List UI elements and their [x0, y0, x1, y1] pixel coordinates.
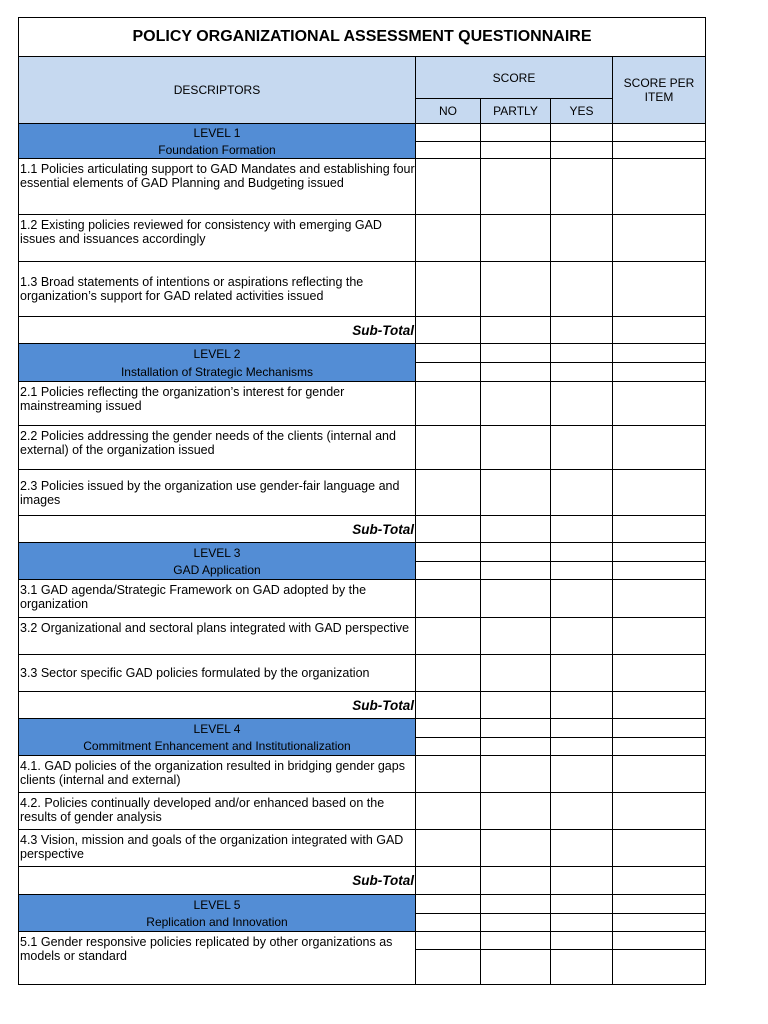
- item-2-2-partly-cell[interactable]: [480, 425, 551, 470]
- item-2-1-yes-cell[interactable]: [550, 381, 613, 426]
- descriptors-header: DESCRIPTORS: [18, 56, 416, 124]
- item-1-2-score-per-item-cell[interactable]: [612, 214, 706, 262]
- descriptor-item-1-2: 1.2 Existing policies reviewed for consistency with emerging GAD issues and issuances accordingly: [18, 214, 416, 262]
- level-1-subtotal-yes-cell[interactable]: [550, 316, 613, 344]
- level-2-subtotal-yes-cell[interactable]: [550, 515, 613, 543]
- partly-header: PARTLY: [480, 98, 551, 124]
- item-1-1-no-cell[interactable]: [415, 158, 481, 215]
- level-3-subtotal-label: Sub-Total: [18, 691, 416, 719]
- descriptor-item-2-2: 2.2 Policies addressing the gender needs of the clients (internal and external) of the organization issued: [18, 425, 416, 470]
- score-per-item-header: SCORE PER ITEM: [612, 56, 706, 124]
- item-5-1-row-a-yes-cell[interactable]: [550, 931, 613, 950]
- level-3-row-a-no-cell[interactable]: [415, 542, 481, 562]
- item-3-1-yes-cell[interactable]: [550, 579, 613, 618]
- item-2-3-no-cell[interactable]: [415, 469, 481, 516]
- descriptor-item-1-3: 1.3 Broad statements of intentions or aspirations reflecting the organization’s support for GAD related activities issued: [18, 261, 416, 317]
- item-2-2-score-per-item-cell[interactable]: [612, 425, 706, 470]
- item-4-1-yes-cell[interactable]: [550, 755, 613, 793]
- item-3-2-yes-cell[interactable]: [550, 617, 613, 655]
- level-3-row-b-partly-cell[interactable]: [480, 561, 551, 580]
- level-5-row-b-partly-cell[interactable]: [480, 913, 551, 932]
- item-1-3-score-per-item-cell[interactable]: [612, 261, 706, 317]
- level-4-subtotal-partly-cell[interactable]: [480, 866, 551, 895]
- item-2-2-yes-cell[interactable]: [550, 425, 613, 470]
- level-5-number: LEVEL 5: [193, 897, 241, 912]
- level-5-header: [18, 894, 416, 932]
- item-4-2-no-cell[interactable]: [415, 792, 481, 830]
- level-5-row-b-yes-cell[interactable]: [550, 913, 613, 932]
- level-4-subtotal-no-cell[interactable]: [415, 866, 481, 895]
- descriptor-item-3-1: 3.1 GAD agenda/Strategic Framework on GAD adopted by the organization: [18, 579, 416, 618]
- level-5-name: Replication and Innovation: [146, 915, 288, 929]
- level-3-name: GAD Application: [173, 563, 261, 577]
- descriptor-item-4-3: 4.3 Vision, mission and goals of the organization integrated with GAD perspective: [18, 829, 416, 867]
- level-5-row-a-no-cell[interactable]: [415, 894, 481, 914]
- score-header: SCORE: [415, 56, 613, 99]
- item-2-3-partly-cell[interactable]: [480, 469, 551, 516]
- level-2-number: LEVEL 2: [193, 346, 241, 361]
- item-4-3-no-cell[interactable]: [415, 829, 481, 867]
- descriptor-item-3-2: 3.2 Organizational and sectoral plans integrated with GAD perspective: [18, 617, 416, 655]
- item-1-3-yes-cell[interactable]: [550, 261, 613, 317]
- level-1-row-a-no-cell[interactable]: [415, 123, 481, 142]
- descriptor-item-1-1: 1.1 Policies articulating support to GAD Mandates and establishing four essential elements of GAD Planning and Budgeting issued: [18, 158, 416, 215]
- level-3-row-b-yes-cell[interactable]: [550, 561, 613, 580]
- level-2-row-a-no-cell[interactable]: [415, 343, 481, 363]
- item-4-1-partly-cell[interactable]: [480, 755, 551, 793]
- level-5-row-a-score-per-item-cell[interactable]: [612, 894, 706, 914]
- item-1-2-yes-cell[interactable]: [550, 214, 613, 262]
- item-2-1-partly-cell[interactable]: [480, 381, 551, 426]
- level-2-row-a-score-per-item-cell[interactable]: [612, 343, 706, 363]
- item-1-1-partly-cell[interactable]: [480, 158, 551, 215]
- item-2-3-yes-cell[interactable]: [550, 469, 613, 516]
- level-4-name: Commitment Enhancement and Institutionalization: [83, 739, 351, 753]
- item-5-1-row-a-no-cell[interactable]: [415, 931, 481, 950]
- level-3-row-a-score-per-item-cell[interactable]: [612, 542, 706, 562]
- level-4-row-b-score-per-item-cell[interactable]: [612, 737, 706, 756]
- level-1-subtotal-partly-cell[interactable]: [480, 316, 551, 344]
- level-1-subtotal-no-cell[interactable]: [415, 316, 481, 344]
- level-5-row-b-score-per-item-cell[interactable]: [612, 913, 706, 932]
- item-3-3-no-cell[interactable]: [415, 654, 481, 692]
- descriptor-item-3-3: 3.3 Sector specific GAD policies formulated by the organization: [18, 654, 416, 692]
- item-3-2-no-cell[interactable]: [415, 617, 481, 655]
- level-4-header: [18, 718, 416, 756]
- level-4-subtotal-yes-cell[interactable]: [550, 866, 613, 895]
- item-5-1-row-a-partly-cell[interactable]: [480, 931, 551, 950]
- level-1-row-a-partly-cell[interactable]: [480, 123, 551, 142]
- level-4-row-a-yes-cell[interactable]: [550, 718, 613, 738]
- descriptor-item-4-2: 4.2. Policies continually developed and/or enhanced based on the results of gender analysis: [18, 792, 416, 830]
- item-1-3-partly-cell[interactable]: [480, 261, 551, 317]
- item-2-2-no-cell[interactable]: [415, 425, 481, 470]
- item-3-2-score-per-item-cell[interactable]: [612, 617, 706, 655]
- item-4-2-yes-cell[interactable]: [550, 792, 613, 830]
- item-2-3-score-per-item-cell[interactable]: [612, 469, 706, 516]
- yes-header: YES: [550, 98, 613, 124]
- item-1-1-score-per-item-cell[interactable]: [612, 158, 706, 215]
- level-4-row-a-partly-cell[interactable]: [480, 718, 551, 738]
- item-4-1-no-cell[interactable]: [415, 755, 481, 793]
- level-3-row-a-yes-cell[interactable]: [550, 542, 613, 562]
- item-3-3-score-per-item-cell[interactable]: [612, 654, 706, 692]
- level-2-subtotal-label: Sub-Total: [18, 515, 416, 543]
- level-2-row-a-partly-cell[interactable]: [480, 343, 551, 363]
- level-2-row-b-partly-cell[interactable]: [480, 362, 551, 382]
- item-3-3-yes-cell[interactable]: [550, 654, 613, 692]
- level-3-subtotal-no-cell[interactable]: [415, 691, 481, 719]
- level-5-row-a-yes-cell[interactable]: [550, 894, 613, 914]
- item-3-2-partly-cell[interactable]: [480, 617, 551, 655]
- descriptor-item-2-1: 2.1 Policies reflecting the organization’s interest for gender mainstreaming issued: [18, 381, 416, 426]
- item-4-3-partly-cell[interactable]: [480, 829, 551, 867]
- level-2-header: [18, 343, 416, 382]
- level-1-row-a-yes-cell[interactable]: [550, 123, 613, 142]
- level-3-subtotal-score-per-item-cell[interactable]: [612, 691, 706, 719]
- level-3-subtotal-yes-cell[interactable]: [550, 691, 613, 719]
- item-1-3-no-cell[interactable]: [415, 261, 481, 317]
- level-2-row-a-yes-cell[interactable]: [550, 343, 613, 363]
- level-1-name: Foundation Formation: [158, 142, 276, 157]
- level-4-row-a-score-per-item-cell[interactable]: [612, 718, 706, 738]
- level-1-row-b-no-cell[interactable]: [415, 141, 481, 159]
- level-3-row-b-score-per-item-cell[interactable]: [612, 561, 706, 580]
- item-5-1-row-b-score-per-item-cell[interactable]: [612, 949, 706, 985]
- level-2-row-b-yes-cell[interactable]: [550, 362, 613, 382]
- assessment-table: [18, 17, 705, 984]
- level-3-number: LEVEL 3: [193, 545, 241, 560]
- descriptor-item-2-3: 2.3 Policies issued by the organization use gender-fair language and images: [18, 469, 416, 516]
- level-2-subtotal-no-cell[interactable]: [415, 515, 481, 543]
- level-1-row-b-score-per-item-cell[interactable]: [612, 141, 706, 159]
- level-5-row-b-no-cell[interactable]: [415, 913, 481, 932]
- level-2-subtotal-partly-cell[interactable]: [480, 515, 551, 543]
- level-3-row-b-no-cell[interactable]: [415, 561, 481, 580]
- item-3-1-no-cell[interactable]: [415, 579, 481, 618]
- item-1-1-yes-cell[interactable]: [550, 158, 613, 215]
- level-3-subtotal-partly-cell[interactable]: [480, 691, 551, 719]
- item-4-3-score-per-item-cell[interactable]: [612, 829, 706, 867]
- level-4-number: LEVEL 4: [193, 721, 241, 736]
- item-1-2-no-cell[interactable]: [415, 214, 481, 262]
- item-3-1-partly-cell[interactable]: [480, 579, 551, 618]
- descriptor-item-4-1: 4.1. GAD policies of the organization resulted in bridging gender gaps clients (internal and external): [18, 755, 416, 793]
- item-1-2-partly-cell[interactable]: [480, 214, 551, 262]
- no-header: NO: [415, 98, 481, 124]
- level-5-row-a-partly-cell[interactable]: [480, 894, 551, 914]
- level-4-row-b-no-cell[interactable]: [415, 737, 481, 756]
- item-2-1-no-cell[interactable]: [415, 381, 481, 426]
- item-2-1-score-per-item-cell[interactable]: [612, 381, 706, 426]
- level-4-row-b-yes-cell[interactable]: [550, 737, 613, 756]
- level-1-row-a-score-per-item-cell[interactable]: [612, 123, 706, 142]
- item-5-1-row-a-score-per-item-cell[interactable]: [612, 931, 706, 950]
- item-5-1-row-b-yes-cell[interactable]: [550, 949, 613, 985]
- level-1-row-b-yes-cell[interactable]: [550, 141, 613, 159]
- level-3-row-a-partly-cell[interactable]: [480, 542, 551, 562]
- level-4-subtotal-score-per-item-cell[interactable]: [612, 866, 706, 895]
- item-3-1-score-per-item-cell[interactable]: [612, 579, 706, 618]
- level-2-row-b-score-per-item-cell[interactable]: [612, 362, 706, 382]
- item-4-2-score-per-item-cell[interactable]: [612, 792, 706, 830]
- level-3-header: [18, 542, 416, 580]
- item-5-1-row-b-no-cell[interactable]: [415, 949, 481, 985]
- item-5-1-row-b-partly-cell[interactable]: [480, 949, 551, 985]
- level-1-number: LEVEL 1: [193, 126, 241, 140]
- level-1-subtotal-label: Sub-Total: [18, 316, 416, 344]
- descriptor-item-5-1: 5.1 Gender responsive policies replicated by other organizations as models or standard: [18, 931, 416, 985]
- level-2-row-b-no-cell[interactable]: [415, 362, 481, 382]
- level-2-subtotal-score-per-item-cell[interactable]: [612, 515, 706, 543]
- item-3-3-partly-cell[interactable]: [480, 654, 551, 692]
- item-4-2-partly-cell[interactable]: [480, 792, 551, 830]
- level-2-name: Installation of Strategic Mechanisms: [120, 364, 314, 379]
- level-4-subtotal-label: Sub-Total: [18, 866, 416, 895]
- item-4-1-score-per-item-cell[interactable]: [612, 755, 706, 793]
- level-4-row-b-partly-cell[interactable]: [480, 737, 551, 756]
- level-1-row-b-partly-cell[interactable]: [480, 141, 551, 159]
- item-4-3-yes-cell[interactable]: [550, 829, 613, 867]
- level-1-header: [18, 123, 416, 159]
- level-1-subtotal-score-per-item-cell[interactable]: [612, 316, 706, 344]
- page-title: POLICY ORGANIZATIONAL ASSESSMENT QUESTIONNAIRE: [18, 17, 706, 57]
- level-4-row-a-no-cell[interactable]: [415, 718, 481, 738]
